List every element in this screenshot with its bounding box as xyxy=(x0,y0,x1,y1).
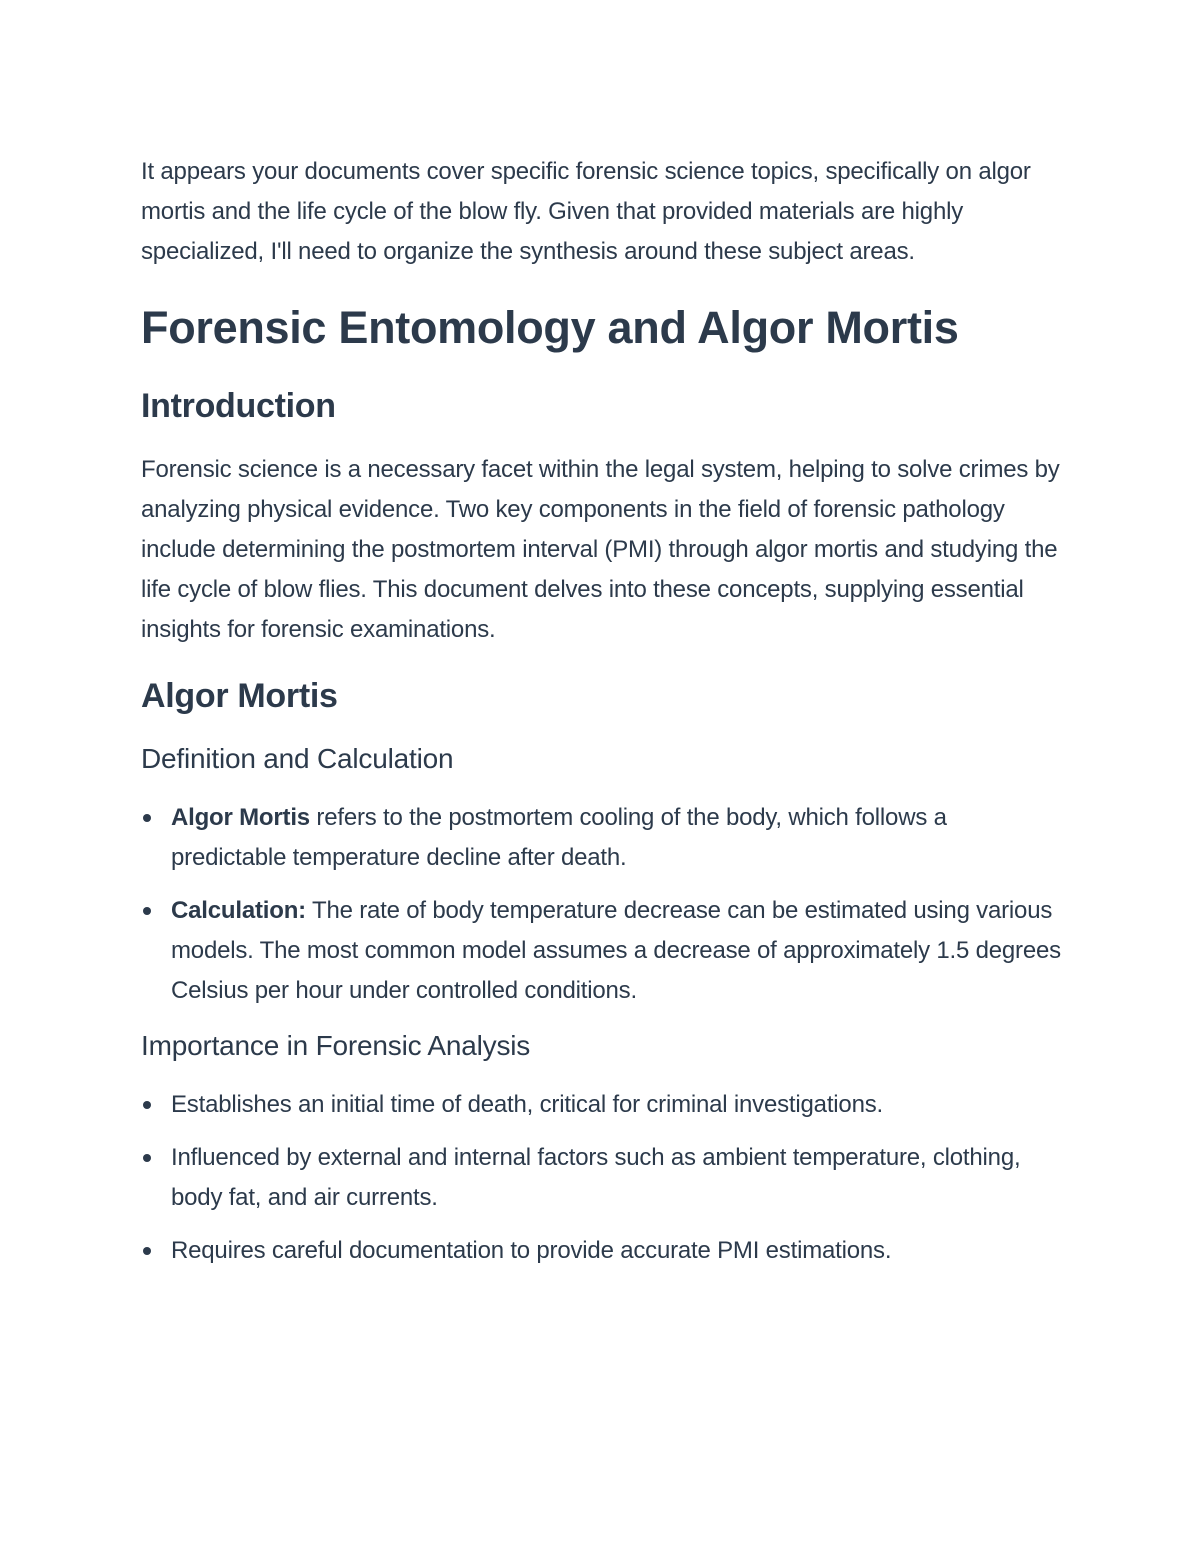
list-item xyxy=(141,1085,1066,1125)
term-description: The rate of body temperature decrease can be estimated using various models. The most common model assumes a decrease of approximately 1.5 degrees Celsius per hour under controlled conditions. xyxy=(171,897,1061,1004)
term-label: Calculation: xyxy=(171,897,306,924)
importance-list xyxy=(141,1085,1066,1271)
list-item xyxy=(141,1138,1066,1218)
introduction-heading: Introduction xyxy=(141,387,336,425)
introduction-paragraph: Forensic science is a necessary facet within the legal system, helping to solve crimes by analyzing physical evidence. Two key components in the field of forensic pathology include determining the postmortem interval (PMI) through algor mortis and studying the life cycle of blow flies. This document delves into these concepts, supplying essential insights for forensic examinations. xyxy=(141,456,1060,643)
term-label: Algor Mortis xyxy=(171,804,310,831)
list-item-text: Influenced by external and internal factors such as ambient temperature, clothing, body fat, and air currents. xyxy=(171,1144,1021,1211)
bullet-icon xyxy=(143,1247,151,1255)
list-item-text: Establishes an initial time of death, critical for criminal investigations. xyxy=(171,1091,883,1118)
algor-mortis-heading: Algor Mortis xyxy=(141,677,338,715)
bullet-icon xyxy=(143,814,151,822)
document-title: Forensic Entomology and Algor Mortis xyxy=(141,302,959,353)
bullet-icon xyxy=(143,1154,151,1162)
importance-subheading: Importance in Forensic Analysis xyxy=(141,1030,531,1061)
definition-subheading: Definition and Calculation xyxy=(141,743,454,774)
list-item xyxy=(141,798,1066,878)
list-item xyxy=(141,891,1066,1011)
definition-list xyxy=(141,798,1066,1011)
term-description: refers to the postmortem cooling of the body, which follows a predictable temperature decline after death. xyxy=(171,804,947,871)
bullet-icon xyxy=(143,907,151,915)
list-item xyxy=(141,1231,1066,1271)
bullet-icon xyxy=(143,1101,151,1109)
intro-paragraph: It appears your documents cover specific forensic science topics, specifically on algor mortis and the life cycle of the blow fly. Given that provided materials are highly specialized, I'll need to organize the synthesis around these subject areas. xyxy=(141,158,1031,265)
document-page xyxy=(141,152,1066,1287)
list-item-text: Requires careful documentation to provide accurate PMI estimations. xyxy=(171,1237,892,1264)
